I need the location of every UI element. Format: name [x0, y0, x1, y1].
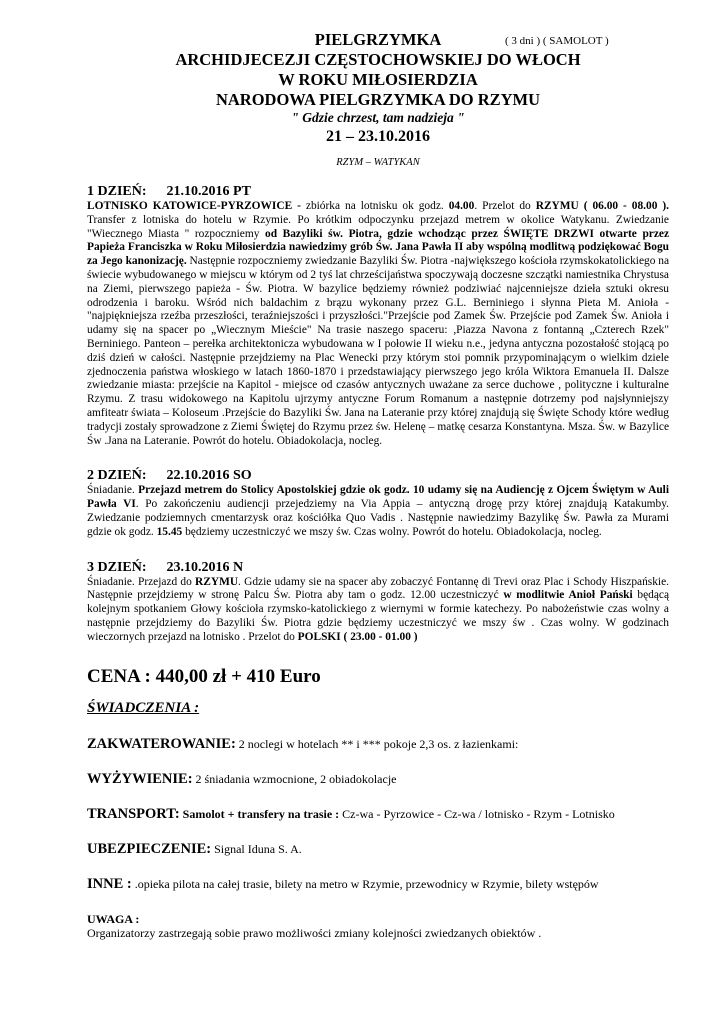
day2-date: 22.10.2016 SO — [166, 468, 252, 484]
title-line-2: ARCHIDJECEZJI CZĘSTOCHOWSKIEJ DO WŁOCH — [175, 50, 581, 69]
day3-text-3: będącą kolejnym spotkaniem Głowy kościoła rzymsko-katolickiego z wiernymi w formie katechezy. Po nabożeństwie czas wolny a następnie przejdziemy do Bazyliki Św. Piotra gdzie będziemy uczestniczyć we mszy św . Czas wolny. W godzinach wieczornych przejazd na lotnisko . Przelot do — [87, 589, 669, 643]
day1-highlight: od Bazyliki św. Piotra, gdzie wchodząc przez ŚWIĘTE DRZWI otwarte przez Papieża Franciszka w Roku Miłosierdzia nawiedzimy grób Św. Jana Pawła II aby wspólną modlitwą podziękować Bogu za Jego kanonizację. — [87, 227, 670, 268]
trip-dates: 21 – 23.10.2016 — [326, 128, 430, 145]
day1-text-2: . Przelot do — [474, 200, 536, 212]
other-row — [87, 876, 669, 892]
transport-mode: Samolot + transfery na trasie : — [179, 806, 340, 821]
title-note: ( 3 dni ) ( SAMOLOT ) — [505, 35, 609, 47]
slogan: " Gdzie chrzest, tam nadzieja " — [291, 110, 465, 125]
warning-title: UWAGA : — [87, 911, 140, 926]
price: CENA : 440,00 zł + 410 Euro — [87, 665, 321, 687]
day2-text-2: . Po zakończeniu audiencji przejedziemy na Via Appia – antyczną drogę przy której znajdują Katakumby. Zwiedzanie podziemnych cmentarzysk oraz kościółka Quo Vadis . Następnie nawiedzimy Bazylikę Św. Pawła za Murami gdzie ok godz. — [87, 498, 669, 538]
day1-description — [87, 200, 669, 448]
insurance-row — [87, 841, 669, 857]
day3-label: 3 DZIEŃ: — [87, 559, 147, 575]
day1-date: 21.10.2016 PT — [166, 184, 251, 199]
day1-text-4: Następnie rozpoczniemy zwiedzanie Bazyliki Św. Piotra -największego kościoła rzymskokatolickiego na świecie wybudowanego w miejscu w którym od 2 tyś lat chrześcijaństwa spoczywają doczesne szczątki namiestnika Chrystusa na Ziemi, pierwszego papieża - Św. Piotra. W bazylice będziemy również podziwiać najcenniejsze dzieła sztuki okresu odrodzenia i baroku. Wśród nich baldachim z brązu wykonany przez G.L. Berniniego i słynna Pieta M. Anioła - "najpiękniejsza rzeźba przeszłości, teraźniejszości i przyszłości."Przejście pod Zamek Św. Przejście pod Zamek Św. Anioła i udamy się na spacer po „Wiecznym Mieście" Na trasie naszego spaceru: ,Piazza Navona z fontanną „Czterech Rzek" Berniniego. Panteon – perełka architektonicza wybudowana w I połowie II wieku n.e., jedyna antyczna pozostałość stojącą po dziś dzień w całości. Następnie przejdziemy na Plac Wenecki przy którym stoi pomnik przypominającym o wielkim dziele zjednoczenia państwa włoskiego w latach 1860-1870 i przedstawiający pierwszego jego króla Wiktora Emanuela II. Dalsze zwiedzanie miasta: przejście na Kapitol - miejsce od czasów antycznych uważane za serce duchowe , polityczne i kulturalne Rzymu. Z trasu widokowego na Kapitolu ujrzymy antyczne Forum Romanum a następnie dotrzemy pod najsłynniejszy amfiteatr świata – Koloseum .Przejście do Bazyliki Św. Jana na Lateranie przy której znajdują się Święte Schody które według tradycji zostały sprowadzone z Ziemi Świętej do Rzymu przez św. Helenę – matkę cesarza Konstantyna. Msza. Św. w Bazylice Św .Jana na Lateranie. Powrót do hotelu. Obiadokolacja, nocleg. — [87, 255, 669, 447]
day3-text-2: . Gdzie udamy sie na spacer aby zobaczyć Fontannę di Trevi oraz Plac i Schody Hiszpańskie. Następnie przejdziemy w stronę Palcu Św. Piotra aby tam o godz. 12.00 uczestniczyć — [87, 575, 669, 602]
page-title: PIELGRZYMKA — [314, 30, 442, 49]
day3-rome: RZYMU — [195, 575, 239, 588]
transport-label: TRANSPORT: — [87, 805, 180, 822]
accommodation-label: ZAKWATEROWANIE: — [87, 735, 236, 752]
other-label: INNE : — [87, 875, 132, 892]
day2-text-1: Śniadanie. — [87, 484, 139, 497]
day3-date: 23.10.2016 N — [166, 559, 244, 575]
day3-flight: POLSKI ( 23.00 - 01.00 ) — [297, 630, 418, 643]
transport-text: Cz-wa - Pyrzowice - Cz-wa / lotnisko - Rzym - Lotnisko — [339, 806, 615, 821]
day1-flight: RZYMU ( 06.00 - 08.00 ). — [535, 200, 670, 212]
day1-label: 1 DZIEŃ: — [87, 184, 147, 199]
day2-description — [87, 484, 669, 539]
accommodation-row — [87, 736, 669, 752]
meals-row — [87, 771, 669, 787]
other-text: .opieka pilota na całej trasie, bilety na metro w Rzymie, przewodnicy w Rzymie, bilety wstępów — [131, 876, 599, 891]
day1-text-3: Transfer z lotniska do hotelu w Rzymie. Po krótkim odpoczynku przejazd metrem w okolice Watykanu. Zwiedzanie "Wiecznego Miasta " rozpoczniemy — [87, 213, 669, 240]
title-row — [87, 30, 669, 50]
meals-label: WYŻYWIENIE: — [87, 770, 193, 787]
accommodation-text: 2 noclegi w hotelach ** i *** pokoje 2,3 os. z łazienkami: — [235, 736, 519, 751]
day3-description — [87, 576, 669, 645]
day3-heading — [87, 560, 669, 576]
insurance-label: UBEZPIECZENIE: — [87, 840, 212, 857]
meals-text: 2 śniadania wzmocnione, 2 obiadokolacje — [192, 771, 397, 786]
day3-highlight: w modlitwie Anioł Pański — [503, 589, 633, 602]
day1-heading — [87, 184, 669, 200]
day2-time: 15.45 — [156, 525, 183, 538]
inclusions-title: ŚWIADCZENIA : — [87, 699, 200, 716]
day3-text-1: Śniadanie. Przejazd do — [87, 575, 196, 588]
title-line-4: NARODOWA PIELGRZYMKA DO RZYMU — [215, 90, 541, 109]
transport-row — [87, 806, 669, 822]
day1-text-1: zbiórka na lotnisku ok godz. — [300, 200, 449, 212]
day1-airport: LOTNISKO KATOWICE-PYRZOWICE - — [87, 200, 301, 212]
warning-text: Organizatorzy zastrzegają sobie prawo możliwości zmiany kolejności zwiedzanych obiektów . — [87, 925, 542, 940]
day2-text-3: będziemy uczestniczyć we mszy św. Czas wolny. Powrót do hotelu. Obiadokolacja, nocleg. — [182, 525, 602, 538]
day2-heading — [87, 468, 669, 484]
trip-place: RZYM – WATYKAN — [336, 157, 420, 168]
insurance-text: Signal Iduna S. A. — [211, 841, 302, 856]
day2-highlight: Przejazd metrem do Stolicy Apostolskiej gdzie ok godz. 10 udamy się na Audiencję z Ojcem Świętym w Auli Pawła VI — [87, 484, 669, 511]
day1-time: 04.00 — [448, 200, 475, 212]
day2-label: 2 DZIEŃ: — [87, 468, 147, 484]
title-line-3: W ROKU MIŁOSIERDZIA — [278, 70, 478, 89]
